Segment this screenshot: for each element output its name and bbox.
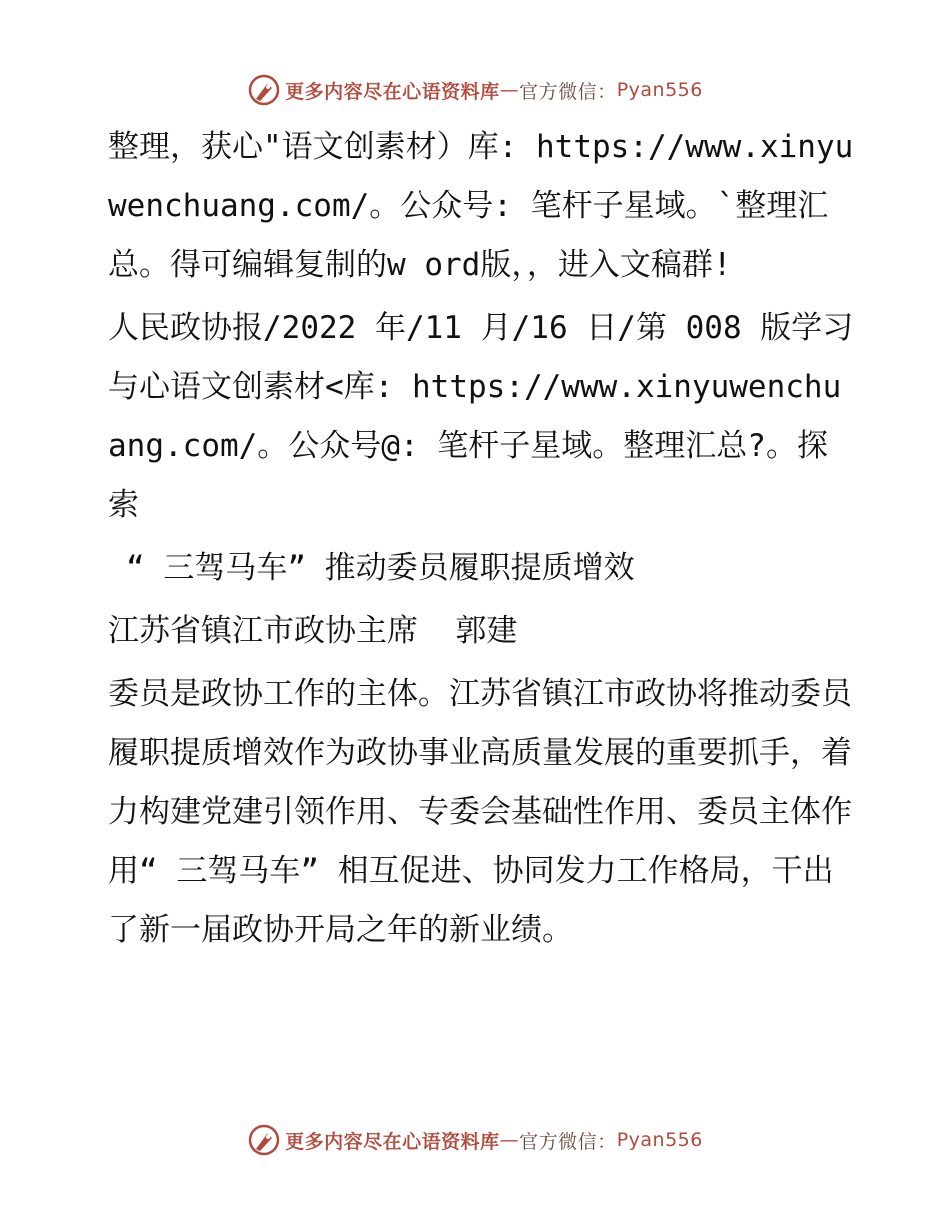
article-body-paragraph: 委员是政协工作的主体。江苏省镇江市政协将推动委员履职提质增效作为政协事业高质量发展的重要抓手，着力构建党建引领作用、专委会基础性作用、委员主体作用“ 三驾马车” 相互促进、协同发力工作格局，干出了新一届政协开局之年的新业绩。 (108, 676, 852, 948)
watermark-wechat-id: Pyan556 (616, 79, 703, 101)
source-paragraph: 人民政协报/2022 年/11 月/16 日/第 008 版学习与心语文创素材<库: https://www.xinyuwenchuang.com/。公众号@: 笔杆子星域。整理汇总?。探索 (108, 310, 854, 523)
article-author: 江苏省镇江市政协主席 郭建 (108, 613, 518, 649)
watermark-dash: — (499, 1129, 520, 1151)
pen-nib-logo-icon (247, 73, 281, 107)
watermark-text: 更多内容尽在心语资料库 (285, 80, 500, 103)
article-title: “ 三驾马车” 推动委员履职提质增效 (126, 550, 635, 586)
intro-paragraph: 整理，获心"语文创素材）库: https://www.xinyuwenchuang.com/。公众号: 笔杆子星域。`整理汇总。得可编辑复制的w ord版，，进入文稿群! (108, 129, 854, 283)
watermark-dash: — (499, 79, 520, 101)
watermark-text: 更多内容尽在心语资料库 (285, 1130, 500, 1153)
document-body (96, 118, 856, 964)
watermark-label: 官方微信： (519, 80, 617, 103)
watermark-header (0, 73, 950, 107)
watermark-wechat-id: Pyan556 (616, 1129, 703, 1151)
watermark-label: 官方微信： (519, 1130, 617, 1153)
pen-nib-logo-icon (247, 1123, 281, 1157)
watermark-footer (0, 1123, 950, 1157)
